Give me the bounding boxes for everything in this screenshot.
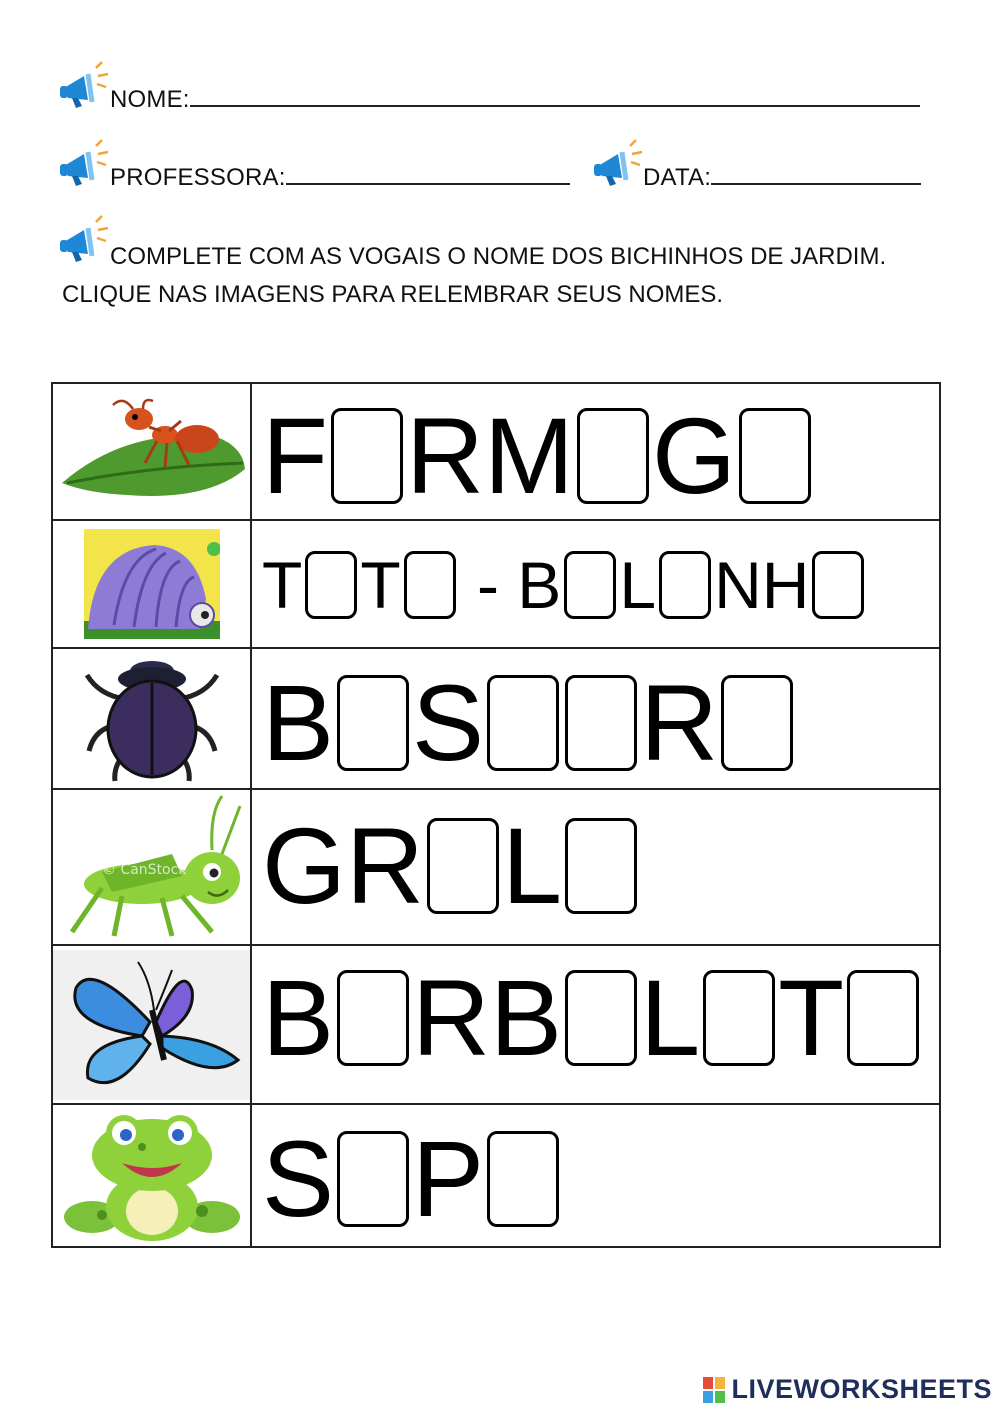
word-sapo — [262, 1118, 562, 1239]
teacher-field[interactable] — [110, 164, 570, 192]
vowel-input-box[interactable] — [659, 551, 711, 619]
word-letters: S — [412, 662, 485, 783]
word-letters: P — [412, 1118, 485, 1239]
vowel-input-box[interactable] — [721, 675, 793, 771]
vowel-input-box[interactable] — [739, 408, 811, 504]
vowel-input-box[interactable] — [487, 675, 559, 771]
word-letters: B — [262, 662, 335, 783]
word-letters: NH — [714, 548, 810, 622]
megaphone-icon — [592, 138, 644, 188]
vowel-input-box[interactable] — [565, 675, 637, 771]
butterfly-image[interactable] — [53, 950, 250, 1100]
instructions — [62, 238, 942, 314]
word-letters: RB — [412, 957, 563, 1078]
word-tatu-bolinha — [262, 548, 867, 622]
word-letters: T — [360, 548, 401, 622]
vowel-input-box[interactable] — [427, 818, 499, 914]
word-letters: RM — [405, 395, 574, 516]
vowel-input-box[interactable] — [331, 408, 403, 504]
word-formiga — [262, 395, 814, 516]
vowel-input-box[interactable] — [487, 1131, 559, 1227]
butterfly-icon — [62, 950, 242, 1100]
name-label: NOME: — [110, 86, 190, 113]
word-letters: T — [262, 548, 303, 622]
vowel-input-box[interactable] — [703, 970, 775, 1066]
liveworksheets-logo[interactable] — [703, 1374, 992, 1405]
word-letters: - B — [458, 548, 562, 622]
megaphone-icon — [58, 60, 110, 110]
word-letters: L — [619, 548, 657, 622]
vowel-input-box[interactable] — [564, 551, 616, 619]
teacher-label: PROFESSORA: — [110, 164, 286, 191]
word-letters: S — [262, 1118, 335, 1239]
date-field[interactable] — [643, 164, 921, 192]
megaphone-icon — [58, 138, 110, 188]
vowel-input-box[interactable] — [337, 675, 409, 771]
word-letters: L — [640, 957, 701, 1078]
vowel-input-box[interactable] — [565, 818, 637, 914]
word-letters: F — [262, 395, 328, 516]
worksheet-table — [51, 382, 941, 1248]
word-borboleta — [262, 957, 922, 1078]
word-letters: B — [262, 957, 335, 1078]
vowel-input-box[interactable] — [404, 551, 456, 619]
vowel-input-box[interactable] — [577, 408, 649, 504]
table-row — [52, 383, 940, 520]
word-letters: T — [778, 957, 845, 1078]
vowel-input-box[interactable] — [337, 970, 409, 1066]
liveworksheets-logo-icon — [703, 1377, 727, 1403]
table-row — [52, 945, 940, 1104]
grasshopper-icon — [62, 792, 242, 942]
beetle-image[interactable] — [53, 655, 250, 783]
word-grilo — [262, 805, 640, 926]
teacher-blank-line[interactable] — [286, 183, 570, 185]
ant-image[interactable] — [53, 397, 250, 507]
word-besouro — [262, 662, 796, 783]
date-blank-line[interactable] — [711, 183, 921, 185]
pill-bug-icon — [84, 529, 220, 639]
word-letters: G — [651, 395, 736, 516]
table-row — [52, 648, 940, 789]
vowel-input-box[interactable] — [847, 970, 919, 1066]
frog-image[interactable] — [53, 1107, 250, 1245]
pill-bug-image[interactable] — [53, 529, 250, 639]
ant-on-leaf-icon — [57, 397, 247, 507]
name-field[interactable] — [110, 86, 920, 114]
date-label: DATA: — [643, 164, 712, 191]
beetle-icon — [77, 655, 227, 783]
table-row — [52, 520, 940, 648]
instructions-text: COMPLETE COM AS VOGAIS O NOME DOS BICHINHOS DE JARDIM. CLIQUE NAS IMAGENS PARA RELEMBRAR SEUS NOMES. — [62, 243, 887, 308]
word-letters: R — [640, 662, 719, 783]
vowel-input-box[interactable] — [305, 551, 357, 619]
frog-icon — [62, 1107, 242, 1245]
canstock-watermark: © CanStock — [101, 862, 186, 878]
word-letters: GR — [262, 805, 424, 926]
word-letters: L — [502, 805, 563, 926]
table-row — [52, 789, 940, 945]
vowel-input-box[interactable] — [812, 551, 864, 619]
table-row — [52, 1104, 940, 1247]
liveworksheets-logo-text: LIVEWORKSHEETS — [731, 1374, 992, 1404]
vowel-input-box[interactable] — [565, 970, 637, 1066]
name-blank-line[interactable] — [190, 105, 920, 107]
grasshopper-image[interactable] — [53, 792, 250, 942]
vowel-input-box[interactable] — [337, 1131, 409, 1227]
